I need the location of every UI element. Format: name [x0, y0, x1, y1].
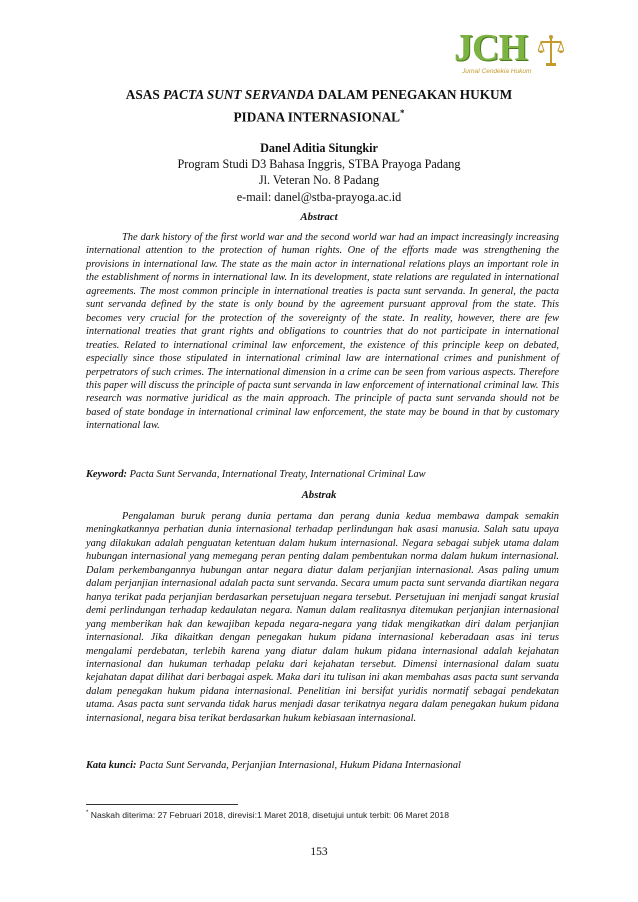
keywords-line: [86, 469, 559, 480]
abstrak-heading: Abstrak: [301, 489, 337, 501]
title-latin-phrase: PACTA SUNT SERVANDA: [163, 87, 315, 102]
title-line2: PIDANA INTERNASIONAL: [233, 109, 401, 125]
author-email: e-mail: danel@stba-prayoga.ac.id: [236, 189, 402, 204]
keywords-label: Keyword:: [86, 469, 127, 480]
page-number: 153: [310, 846, 328, 858]
abstract-heading: Abstract: [300, 211, 338, 223]
journal-logo: [446, 27, 564, 76]
footnote-divider: [86, 804, 238, 805]
author-block: [80, 140, 558, 205]
kata-kunci-label: Kata kunci:: [86, 760, 137, 771]
title-line1-suffix: DALAM PENEGAKAN HUKUM: [314, 87, 513, 102]
title-footnote-mark: *: [400, 108, 405, 118]
keywords-text: Pacta Sunt Servanda, International Treaty, International Criminal Law: [126, 469, 426, 480]
logo-subtitle: Jurnal Cendekia Hukum: [462, 68, 532, 75]
abstract-body: The dark history of the first world war and the second world war had an impact increasingly increasing international attention to the protection of human rights. One of the efforts made was strengthening the provisions in international law. The state as the main actor in international relations plays an important role in the establishment of norms in international law. In its development, state relations are regulated in international agreements. The most common principle in international treaties is pacta sunt servanda. In general, the pacta sunt servanda defined by the state is only bound by the agreement pursuant approval from the state. This becomes very crucial for the protection of the sovereignty of the state. In reality, however, there are few international treaties that grant rights and obligations to countries that do not participate in international treaties. Related to international criminal law enforcement, the existence of this principle keep on debated, especially since those stipulated in international criminal law are international crimes and punishment of perpetrators of such crimes. The international dimension in a crime can be seen from various aspects. Therefore this paper will discuss the principle of pacta sunt servanda in law enforcement of international criminal law. This research was normative juridical as the main approach. The principle of pacta sunt servanda should not be based of state bondage in international criminal law enforcement, the state may be bound in that by customary international law.: [86, 232, 559, 432]
footnote: [86, 810, 449, 820]
author-name: Danel Aditia Situngkir: [260, 141, 378, 155]
kata-kunci-text: Pacta Sunt Servanda, Perjanjian Internasional, Hukum Pidana Internasional: [136, 760, 461, 771]
scales-of-justice-icon: [538, 34, 564, 68]
abstrak-body: Pengalaman buruk perang dunia pertama dan perang dunia kedua membawa dampak semakin meningkatkannya perhatian dunia internasional terhadap perlindungan hak asasi manusia. Salah satu upaya yang dilakukan adalah penguatan ketentuan dalam hukum internasional. Negara sebagai subjek utama dalam hubungan internasional yang memegang peran penting dalam pembentukan norma dalam hukum internasional. Dalam perkembangannya hubungan antar negara diatur dalam perjanjian internasional. Asas paling umum dalam perjanjian internasional adalah pacta sunt servanda. Secara umum pacta sunt servanda diartikan negara hanya terikat pada perjanjian berdasarkan persetujuan negara tersebut. Persetujuan ini menjadi sangat krusial demi perlindungan terhadap kedaulatan negara. Namun dalam realitasnya ditemukan perjanjian internasional yang memberikan hak dan kewajiban kepada negara-negara yang tidak mengikatkan diri dalam perjanjian internasional. Jika dikaitkan dengan penegakan hukum pidana internasional keberadaan asas ini terus mengalami perdebatan, terlebih karena yang diatur dalam hukum pidana internasional adalah kejahatan internasional dan hukuman terhadap pelaku dari kejahatan tersebut. Dimensi internasional dalam suatu kejahatan dapat dilihat dari berbagai aspek. Maka dari itu tulisan ini akan membahas asas pacta sunt servanda dalam penegakan hukum pidana internasional. Penelitian ini bersifat yuridis normatif sebagai pendekatan utama. Asas pacta sunt servanda tidak harus menjadi dasar terikatnya negara dalam penegakan hukum pidana internasional, negara bisa terikat berdasarkan hukum kebiasaan internasional.: [86, 511, 559, 724]
footnote-text: Naskah diterima: 27 Februari 2018, direvisi:1 Maret 2018, disetujui untuk terbit: 06 Maret 2018: [88, 810, 449, 820]
kata-kunci-line: [86, 760, 559, 771]
logo-wordmark: JCH: [454, 27, 527, 69]
paper-title: [80, 86, 558, 126]
footnote-mark: *: [86, 810, 89, 817]
title-prefix: ASAS: [125, 87, 164, 102]
author-address: Jl. Veteran No. 8 Padang: [258, 173, 380, 188]
author-affiliation: Program Studi D3 Bahasa Inggris, STBA Prayoga Padang: [177, 157, 461, 172]
